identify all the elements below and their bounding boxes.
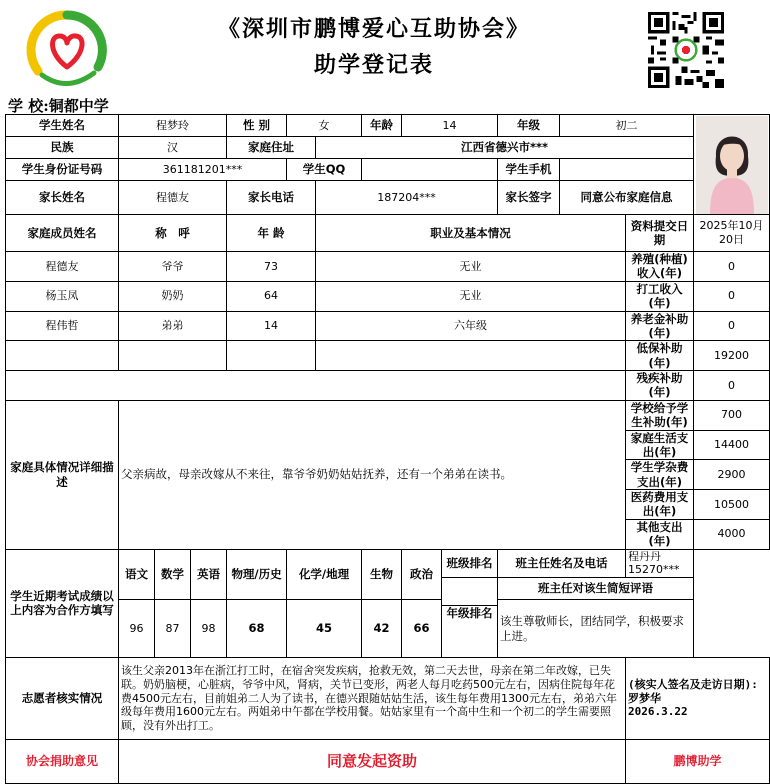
teacher-comment: 该生尊敬师长，团结同学，积极要求上进。 — [498, 600, 694, 658]
student-name: 程梦玲 — [119, 115, 227, 137]
member-1-name: 程德友 — [6, 252, 119, 282]
qq-value — [362, 159, 498, 181]
subject-7: 政治 — [402, 549, 442, 600]
age: 14 — [402, 115, 498, 137]
address: 江西省德兴市*** — [316, 137, 694, 159]
school-name: 学 校:铜都中学 — [8, 97, 109, 115]
subject-5: 化学/地理 — [287, 549, 362, 600]
submit-date: 2025年10月20日 — [694, 215, 770, 252]
member-2-name: 杨玉凤 — [6, 281, 119, 311]
finance-label-7: 家庭生活支出(年) — [626, 430, 694, 460]
family-detail-text: 父亲病故，母亲改嫁从不来往，靠爷爷奶奶姑姑抚养，还有一个弟弟在读书。 — [119, 400, 626, 549]
parent-phone: 187204*** — [316, 181, 498, 215]
member-1-age: 73 — [227, 252, 316, 282]
member-2-occupation: 无业 — [316, 281, 626, 311]
verify-sign-cell — [626, 658, 770, 740]
class-rank-value — [442, 578, 498, 606]
score-5: 45 — [287, 600, 362, 658]
teacher-label: 班主任姓名及电话 — [498, 549, 626, 578]
member-header-age: 年 龄 — [227, 215, 316, 252]
ethnicity-label: 民族 — [6, 137, 119, 159]
title-line-2: 助学登记表 — [313, 52, 434, 78]
score-7: 66 — [402, 600, 442, 658]
member-header-name: 家庭成员姓名 — [6, 215, 119, 252]
comment-label: 班主任对该生简短评语 — [498, 578, 694, 600]
age-label: 年龄 — [362, 115, 402, 137]
grade: 初二 — [560, 115, 694, 137]
member-4-occupation — [316, 341, 626, 371]
blank-row — [6, 371, 626, 401]
finance-value-3: 0 — [694, 311, 770, 341]
teacher-value: 程丹丹15270*** — [626, 549, 694, 578]
finance-value-5: 0 — [694, 371, 770, 401]
finance-value-4: 19200 — [694, 341, 770, 371]
exam-label: 学生近期考试成绩以上内容为合作方填写 — [6, 549, 119, 658]
subject-4: 物理/历史 — [227, 549, 287, 600]
parent-phone-label: 家长电话 — [227, 181, 316, 215]
verify-signer: 罗梦华 — [628, 691, 662, 705]
finance-label-9: 医药费用支出(年) — [626, 490, 694, 520]
finance-value-2: 0 — [694, 281, 770, 311]
finance-value-10: 4000 — [694, 519, 770, 549]
verify-label: 志愿者核实情况 — [6, 658, 119, 740]
member-3-name: 程伟哲 — [6, 311, 119, 341]
phone-value — [560, 159, 694, 181]
subject-3: 英语 — [191, 549, 227, 600]
member-4-name — [6, 341, 119, 371]
finance-label-2: 打工收入(年) — [626, 281, 694, 311]
student-photo — [696, 116, 768, 214]
opinion-label: 协会捐助意见 — [6, 740, 119, 784]
gender: 女 — [287, 115, 362, 137]
parent-sign-label: 家长签字 — [498, 181, 560, 215]
score-1: 96 — [119, 600, 155, 658]
finance-value-8: 2900 — [694, 460, 770, 490]
finance-label-6: 学校给予学生补助(年) — [626, 400, 694, 430]
score-4: 68 — [227, 600, 287, 658]
finance-value-9: 10500 — [694, 490, 770, 520]
member-2-age: 64 — [227, 281, 316, 311]
family-detail-label: 家庭具体情况详细描述 — [6, 400, 119, 549]
photo-cell — [694, 115, 770, 215]
submit-date-label: 资料提交日期 — [626, 215, 694, 252]
member-4-age — [227, 341, 316, 371]
qr-code — [648, 12, 724, 88]
parent-name: 程德友 — [119, 181, 227, 215]
member-header-relation: 称 呼 — [119, 215, 227, 252]
finance-label-10: 其他支出(年) — [626, 519, 694, 549]
verify-sign-label: (核实人签名及走访日期): — [628, 677, 758, 691]
finance-value-1: 0 — [694, 252, 770, 282]
qq-label: 学生QQ — [287, 159, 362, 181]
gender-label: 性 别 — [227, 115, 287, 137]
grade-label: 年级 — [498, 115, 560, 137]
association-logo — [26, 9, 108, 91]
consent-text: 同意公布家庭信息 — [560, 181, 694, 215]
score-3: 98 — [191, 600, 227, 658]
grade-rank-label: 年级排名 — [442, 606, 498, 658]
finance-label-1: 养殖(种植)收入(年) — [626, 252, 694, 282]
member-2-relation: 奶奶 — [119, 281, 227, 311]
member-3-occupation: 六年级 — [316, 311, 626, 341]
opinion-text: 同意发起资助 — [119, 740, 626, 784]
finance-label-8: 学生学杂费支出(年) — [626, 460, 694, 490]
subject-1: 语文 — [119, 549, 155, 600]
member-3-age: 14 — [227, 311, 316, 341]
score-2: 87 — [155, 600, 191, 658]
parent-name-label: 家长姓名 — [6, 181, 119, 215]
registration-form — [5, 114, 770, 784]
org-name: 鹏博助学 — [626, 740, 770, 784]
member-header-occupation: 职业及基本情况 — [316, 215, 626, 252]
member-1-occupation: 无业 — [316, 252, 626, 282]
id-number: 361181201*** — [119, 159, 287, 181]
class-rank-label: 班级排名 — [442, 549, 498, 578]
member-3-relation: 弟弟 — [119, 311, 227, 341]
verify-text: 该生父亲2013年在浙江打工时，在宿舍突发疾病，抢救无效，第二天去世，母亲在第二年改嫁，已失联。奶奶脑梗，心脏病，爷爷中风，肾病，关节已变形，两老人每月吃药500元左右，因病住院每年花费4500元左右，目前姐弟二人为了读书，在德兴跟随姑姑生活，该生每年费用1300元左右，弟弟六年级每年费用1600元左右。两姐弟中午都在学校用餐。姑姑家里有一个高中生和一个初二的学生需要照顾，没有外出打工。 — [119, 658, 626, 740]
member-1-relation: 爷爷 — [119, 252, 227, 282]
phone-label: 学生手机 — [498, 159, 560, 181]
finance-value-6: 700 — [694, 400, 770, 430]
address-label: 家庭住址 — [227, 137, 316, 159]
verify-date: 2026.3.22 — [628, 705, 688, 719]
finance-label-4: 低保补助(年) — [626, 341, 694, 371]
ethnicity: 汉 — [119, 137, 227, 159]
header — [0, 0, 735, 95]
student-name-label: 学生姓名 — [6, 115, 119, 137]
subject-6: 生物 — [362, 549, 402, 600]
member-4-relation — [119, 341, 227, 371]
id-label: 学生身份证号码 — [6, 159, 119, 181]
score-6: 42 — [362, 600, 402, 658]
finance-label-3: 养老金补助(年) — [626, 311, 694, 341]
finance-value-7: 14400 — [694, 430, 770, 460]
title-line-1: 《深圳市鹏博爱心互助协会》 — [217, 16, 530, 42]
subject-2: 数学 — [155, 549, 191, 600]
finance-label-5: 残疾补助(年) — [626, 371, 694, 401]
